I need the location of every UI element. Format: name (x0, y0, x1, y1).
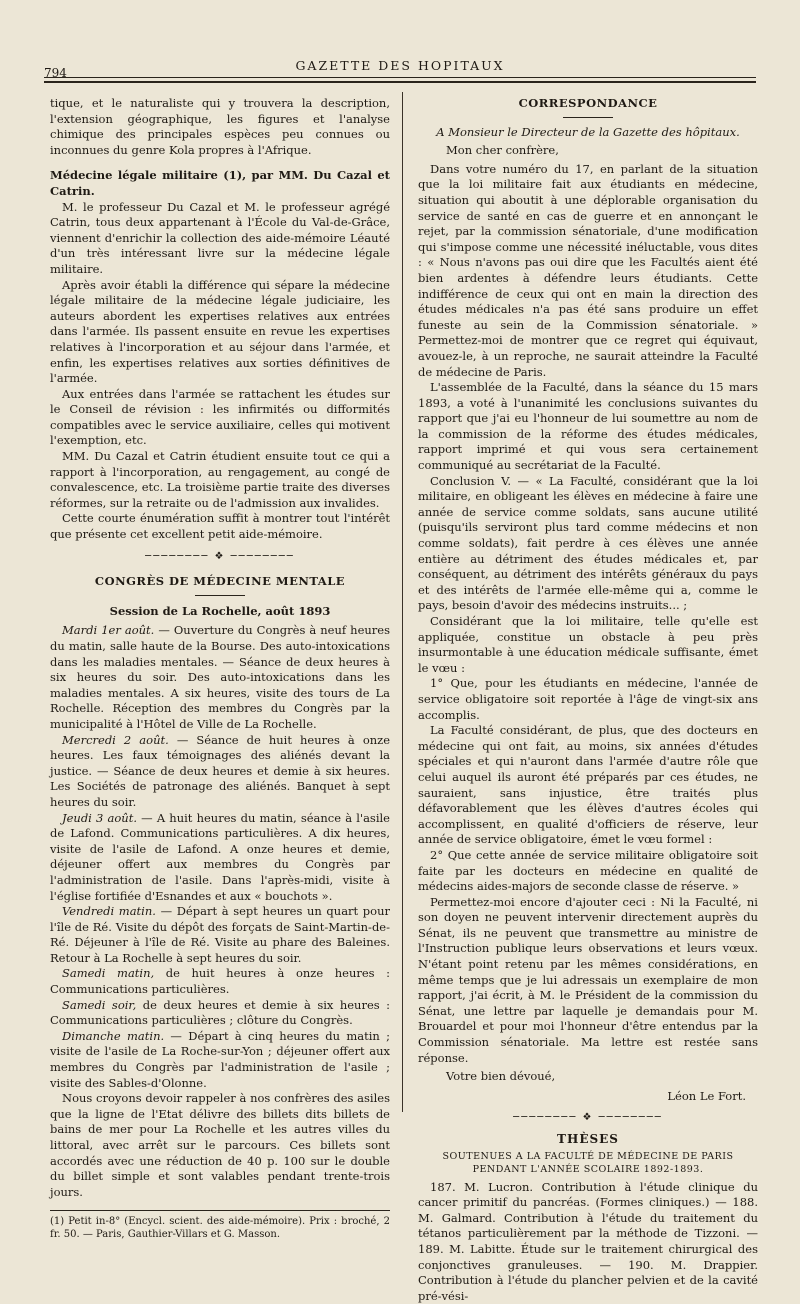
schedule-day: Dimanche matin. (62, 1028, 165, 1043)
schedule-day: Jeudi 3 août. (62, 810, 137, 825)
book-review-paragraph: Après avoir établi la différence qui sépare la médecine légale militaire de la médecine légale judiciaire, les auteurs abordent les expertises relatives aux entrées dans l'armée. Ils passent ensuite en revue les expertises relatives à l'incorporation et au séjour dans l'armée, et enfin, les expertises relatives aux sorties définitives de l'armée. (50, 277, 390, 386)
schedule-text: — Départ à sept heures un quart pour l'île de Ré. Visite du dépôt des forçats de Saint-Martin-de-Ré. Déjeuner à l'île de Ré. Visite au phare des Baleines. Retour à La Rochelle à sept heures du soir. (50, 904, 390, 965)
book-review-paragraph: Cette courte énumération suffit à montrer tout l'intérêt que présente cet excellent petit aide-mémoire. (50, 511, 390, 542)
letter-closing: Votre bien dévoué, (446, 1069, 556, 1084)
congress-title: CONGRÈS DE MÉDECINE MENTALE (94, 574, 346, 589)
letter-paragraph: 1° Que, pour les étudiants en médecine, l'année de service obligatoire soit reportée à l'âge de vingt-six ans accomplis. (418, 676, 758, 722)
short-rule (563, 117, 613, 118)
schedule-item (50, 904, 390, 966)
letter-paragraph: Considérant que la loi militaire, telle qu'elle est appliquée, constitue un obstacle à peu près insurmontable à une éducation médicale suffisante, émet le vœu : (418, 614, 758, 675)
schedule-day: Mardi 1er août. (62, 623, 155, 638)
book-review-heading: Médecine légale militaire (1), par MM. Du Cazal et Catrin. (50, 168, 390, 198)
theses-subtitle-line: SOUTENUES A LA FACULTÉ DE MÉDECINE DE PARIS (442, 1150, 734, 1162)
theses-subtitle-line: PENDANT L'ANNÉE SCOLAIRE 1892-1893. (472, 1163, 704, 1175)
schedule-text: — Départ à cinq heures du matin ; visite de l'asile de La Roche-sur-Yon ; déjeuner offert aux membres du Congrès par l'administration de l'asile ; visite des Sables-d'Olonne. (50, 1028, 390, 1090)
letter-paragraph: Dans votre numéro du 17, en parlant de la situation que la loi militaire fait aux étudiants en médecine, situation qui aboutit à une déplorable organisation du service de santé en cas de guerre et en annonçant le rejet, par la commission sénatoriale, d'une modification qui s'impose comme une nécessité inéluctable, vous dites : « Nous n'avons pas oui dire que les Facultés aient été bien ardentes à défendre leurs étudiants. Cette indifférence de ceux qui ont en main la direction des études médicales n'a pas été sans produire un effet funeste au sein de la Commission sénatoriale. » Permettez-moi de montrer que ce regret qui équivaut, avouez-le, à un reproche, ne saurait atteindre la Faculté de médecine de Paris. (418, 161, 758, 379)
schedule-item (50, 623, 390, 732)
short-rule (195, 595, 245, 596)
journal-title: GAZETTE DES HOPITAUX (295, 58, 505, 73)
theses-list: 187. M. Lucron. Contribution à l'étude clinique du cancer primitif du pancréas. (Formes cliniques.) — 188. M. Galmard. Contribution à l'étude du traitement du tétanos particulièrement par la méthode de Tizzoni. — 189. M. Labitte. Étude sur le traitement chirurgical des conjonctives granuleuses. — 190. M. Drappier. Contribution à l'étude du plancher pelvien et de la cavité pré-vési- (418, 1179, 758, 1303)
ornament-divider: ──────── ❖ ──────── (145, 550, 295, 562)
letter-signature: Léon Le Fort. (667, 1088, 746, 1103)
schedule-item (50, 1029, 390, 1091)
schedule-item (50, 998, 390, 1029)
schedule-text: — Ouverture du Congrès à neuf heures du matin, salle haute de la Bourse. Des auto-intoxications dans les maladies mentales. — Séance de deux heures à six heures du soir. Des auto-intoxications dans les maladies mentales. A six heures, visite des tours de La Rochelle. Réception des membres du Congrès par la municipalité à l'Hôtel de Ville de La Rochelle. (50, 623, 390, 731)
header-rule-thick (44, 81, 756, 83)
book-review-paragraph: Aux entrées dans l'armée se rattachent les études sur le Conseil de révision : les infirmités ou difformités compatibles avec le service auxiliaire, celles qui motivent l'exemption, etc. (50, 386, 390, 448)
letter-salutation: Mon cher confrère, (446, 143, 559, 158)
correspondence-title: CORRESPONDANCE (518, 96, 658, 110)
schedule-text: de deux heures et demie à six heures : Communications particulières ; clôture du Congrès. (50, 997, 390, 1028)
schedule-text: de huit heures à onze heures : Communications particulières. (50, 966, 390, 997)
schedule-item (50, 811, 390, 905)
ornament-divider: ──────── ❖ ──────── (513, 1112, 663, 1124)
header-rule (44, 77, 756, 78)
schedule-text: — A huit heures du matin, séance à l'asile de Lafond. Communications particulières. A dix heures, visite de l'asile de Lafond. A onze heures et demie, déjeuner offert aux membres du Congrès par l'administration de l'asile. Dans l'après-midi, visite à l'église fortifiée d'Esnandes et aux « bouchots ». (50, 810, 390, 903)
theses-title: THÈSES (557, 1132, 619, 1146)
letter-paragraph: Conclusion V. — « La Faculté, considérant que la loi militaire, en obligeant les élèves en médecine à faire une année de service comme soldats, sans aucune utilité (puisqu'ils serviront plus tard comme médecins et non comme soldats), fait perdre à ces élèves une année entière au détriment des études médicales et, par conséquent, au détriment des intérêts généraux du pays et des intérêts de l'armée elle-même qui a, comme le pays, besoin d'avoir des médecins instruits... ; (418, 473, 758, 613)
book-review-continuation: tique, et le naturaliste qui y trouvera la description, l'extension géographique, les figures et l'analyse chimique des principales espèces peu connues ou inconnues du genre Kola propres à l'Afrique. (50, 96, 390, 157)
page-number: 794 (44, 66, 67, 80)
schedule-text: — Séance de huit heures à onze heures. Les faux témoignages des aliénés devant la justice. — Séance de deux heures et demie à six heures. Les Sociétés de patronage des aliénés. Banquet à sept heures du soir. (50, 732, 391, 809)
left-column (50, 96, 390, 1241)
right-column (418, 96, 758, 1304)
closing-note: Nous croyons devoir rappeler à nos confrères des asiles que la ligne de l'Etat délivre des billets dits billets de bains de mer pour La Rochelle et les autres villes du littoral, avec arrêt sur le parcours. Ces billets sont accordés avec une réduction de 40 p. 100 sur le double du billet simple et sont valables pendant trente-trois jours. (50, 1091, 390, 1199)
column-divider (402, 92, 403, 1112)
schedule-item (50, 733, 390, 811)
schedule-day: Samedi matin, (62, 966, 155, 981)
addressee-text: A Monsieur le Directeur de la Gazette des hôpitaux. (436, 124, 740, 139)
book-review-paragraph: M. le professeur Du Cazal et M. le professeur agrégé Catrin, tous deux appartenant à l'École du Val-de-Grâce, viennent d'enrichir la collection des aide-mémoire Léauté d'un très intéressant livre sur la médecine légale militaire. (50, 199, 390, 276)
schedule-item (50, 966, 390, 997)
letter-paragraph: La Faculté considérant, de plus, que des docteurs en médecine qui ont fait, au moins, six années d'études spéciales et qui n'auront dans l'armée d'autre rôle que celui auquel ils auront été préparés par ces études, ne sauraient, sans injustice, être traités plus défavorablement que les élèves d'autres écoles qui accomplissent, en qualité d'officiers de réserve, leur année de service obligatoire, émet le vœu formel : (418, 723, 758, 847)
footnote: (1) Petit in-8° (Encycl. scient. des aide-mémoire). Prix : broché, 2 fr. 50. — Paris, Gauthier-Villars et G. Masson. (50, 1210, 390, 1241)
schedule-day: Mercredi 2 août. (62, 732, 169, 747)
letter-addressee (418, 125, 758, 141)
letter-paragraph: L'assemblée de la Faculté, dans la séance du 15 mars 1893, a voté à l'unanimité les conclusions suivantes du rapport que j'ai eu l'honneur de lui soumettre au nom de la commission de la réforme des études médicales, rapport imprimé et qui vous sera certainement communiqué au secrétariat de la Faculté. (418, 380, 758, 473)
theses-subtitle (418, 1150, 758, 1176)
session-title: Session de La Rochelle, août 1893 (109, 603, 331, 618)
book-review-paragraph: MM. Du Cazal et Catrin étudient ensuite tout ce qui a rapport à l'incorporation, au rengagement, au congé de convalescence, etc. La troisième partie traite des diverses réformes, sur la retraite ou de l'admission aux invalides. (50, 449, 390, 510)
schedule-day: Samedi soir, (62, 997, 137, 1012)
schedule-day: Vendredi matin. (62, 904, 156, 919)
letter-paragraph: Permettez-moi encore d'ajouter ceci : Ni la Faculté, ni son doyen ne peuvent intervenir directement auprès du Sénat, ils ne peuvent que transmettre au ministre de l'Instruction publique leurs observations et leurs vœux. N'étant point retenu par les mêmes considérations, en même temps que je lui adressais un exemplaire de mon rapport, j'ai écrit, à M. le Président de la commission du Sénat, une lettre par laquelle je demandais pour M. Brouardel et pour moi l'honneur d'être entendus par la Commission sénatoriale. Ma lettre est restée sans réponse. (418, 894, 758, 1065)
letter-paragraph: 2° Que cette année de service militaire obligatoire soit faite par les docteurs en médecine en qualité de médecins aides-majors de seconde classe de réserve. » (418, 847, 758, 894)
